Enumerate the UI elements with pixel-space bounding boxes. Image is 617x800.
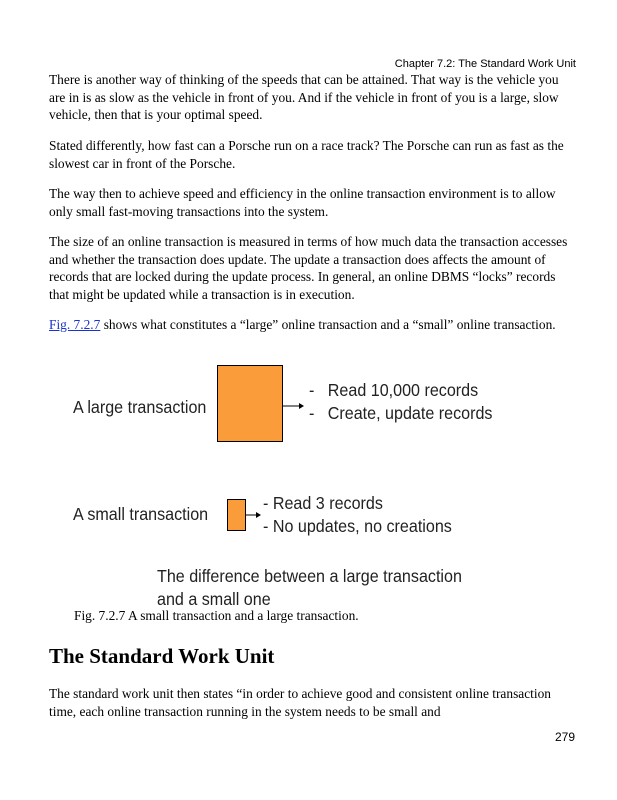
running-header: Chapter 7.2: The Standard Work Unit xyxy=(394,58,576,70)
large-transaction-item: - Create, update records xyxy=(309,403,493,423)
large-transaction-item: - Read 10,000 records xyxy=(309,380,479,400)
page-number: 279 xyxy=(554,730,575,744)
small-transaction-box xyxy=(227,499,246,531)
large-transaction-label: A large transaction xyxy=(73,397,207,417)
small-transaction-item: - No updates, no creations xyxy=(263,516,452,536)
paragraph-vehicle-speed: There is another way of thinking of the speeds that can be attained. That way is the vehicle you are in is as slow as the vehicle in front of you. And if the vehicle in front of you is a large, slow vehicle, then that is your optimal speed. xyxy=(49,72,559,122)
paragraph-speed-efficiency: The way then to achieve speed and efficiency in the online transaction environment is to allow only small fast-moving transactions into the system. xyxy=(49,186,556,219)
difference-line-1: The difference between a large transaction xyxy=(157,566,462,586)
figure-caption: Fig. 7.2.7 A small transaction and a large transaction. xyxy=(74,608,359,623)
paragraph-standard-work-unit: The standard work unit then states “in order to achieve good and consistent online transaction time, each online transaction running in the system needs to be small and xyxy=(49,686,552,719)
section-title: The Standard Work Unit xyxy=(49,644,275,668)
small-arrow-head xyxy=(256,512,261,518)
small-transaction-item: - Read 3 records xyxy=(263,493,383,513)
transaction-size-figure xyxy=(0,355,617,610)
figure-link[interactable]: Fig. 7.2.7 xyxy=(49,317,101,332)
paragraph-porsche: Stated differently, how fast can a Porsche run on a race track? The Porsche can run as fast as the slowest car in front of the Porsche. xyxy=(49,138,564,171)
paragraph-figure-reference xyxy=(49,316,571,334)
large-arrow-head xyxy=(299,403,304,409)
difference-line-2: and a small one xyxy=(157,589,271,609)
figure-reference-text: shows what constitutes a “large” online transaction and a “small” online transaction. xyxy=(100,317,556,332)
small-transaction-label: A small transaction xyxy=(73,504,209,524)
large-transaction-box xyxy=(217,365,283,442)
paragraph-transaction-size: The size of an online transaction is measured in terms of how much data the transaction accesses and whether the transaction does update. The update a transaction does affects the amount of records that are locked during the update process. In general, an online DBMS “locks” records that might be updated while a transaction is in execution. xyxy=(49,234,568,302)
